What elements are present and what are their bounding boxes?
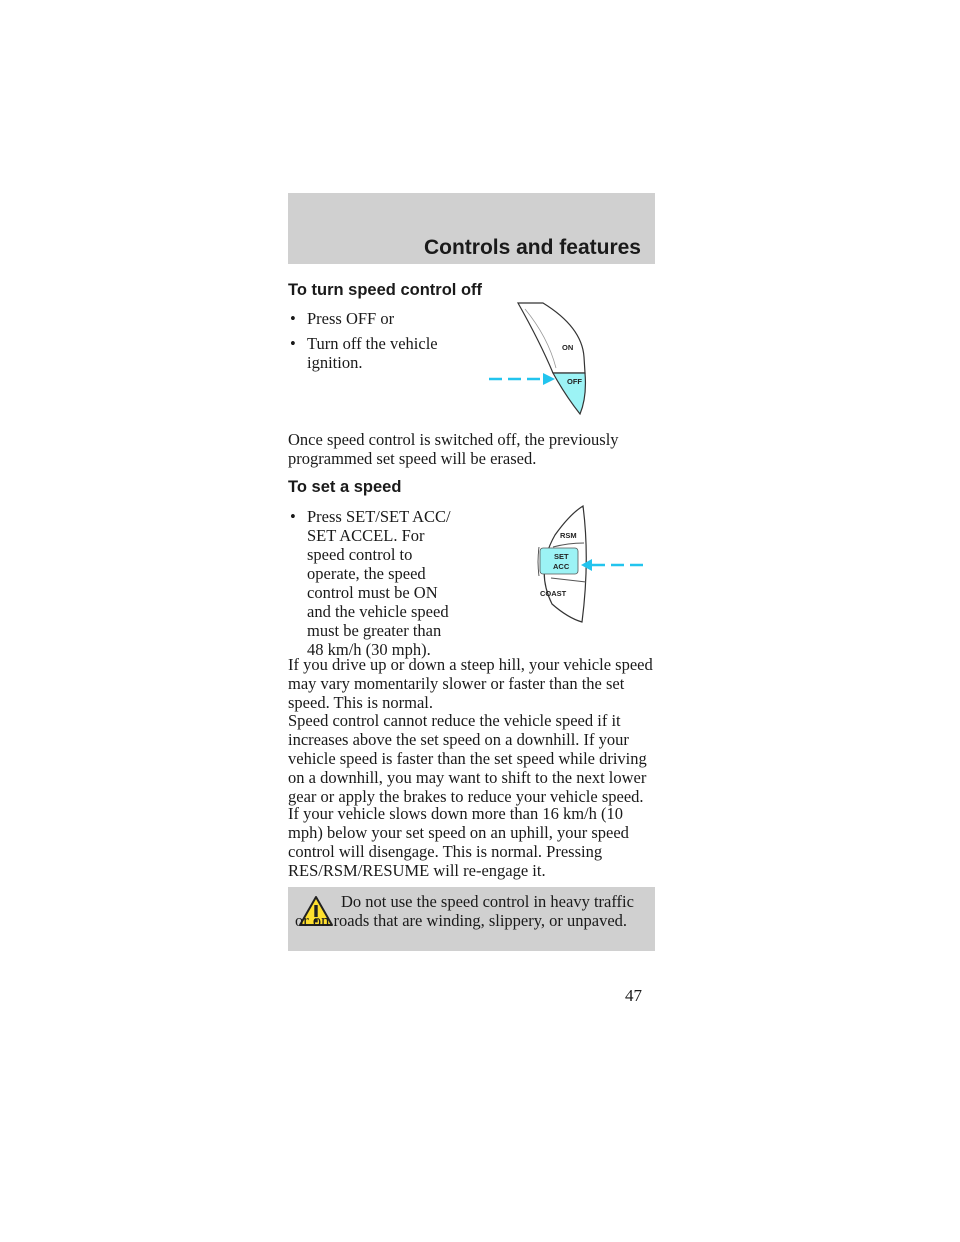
- page-number: 47: [625, 986, 642, 1005]
- acc-label: ACC: [553, 562, 570, 571]
- set-acc-switch-illustration: [520, 500, 645, 626]
- section-title: Controls and features: [423, 236, 641, 259]
- on-off-switch-illustration: [485, 297, 595, 419]
- warning-box: [288, 887, 655, 951]
- heading-turn-off: To turn speed control off: [288, 281, 483, 299]
- set-bullet-list: [288, 507, 460, 665]
- coast-label: COAST: [540, 589, 567, 598]
- rsm-label: RSM: [560, 531, 577, 540]
- list-item: • Press OFF or: [288, 309, 458, 328]
- paragraph-downhill: Speed control cannot reduce the vehicle speed if it increases above the set speed on a downhill. If your vehicle speed is faster than the set speed while driving on a downhill, you may want to shift to the next lower gear or apply the brakes to reduce your vehicle speed.: [288, 711, 647, 806]
- paragraph-hills: If you drive up or down a steep hill, your vehicle speed may vary momentarily slower or faster than the set speed. This is normal.: [288, 655, 653, 712]
- heading-set-speed: To set a speed: [288, 478, 402, 496]
- paragraph-off-erased: Once speed control is switched off, the previously programmed set speed will be erased.: [288, 430, 619, 468]
- on-label: ON: [562, 343, 574, 352]
- arrow-head: [543, 373, 555, 385]
- list-item: • Turn off the vehicle ignition.: [288, 334, 458, 372]
- section-header: [288, 193, 655, 264]
- off-label: OFF: [567, 377, 582, 386]
- list-item: • Press SET/SET ACC/ SET ACCEL. For speed control to operate, the speed control must be ON and the vehicle speed must be greater than 48 km/h (30 mph).: [288, 507, 460, 659]
- paragraph-uphill: If your vehicle slows down more than 16 km/h (10 mph) below your set speed on an uphill, your speed control will disengage. This is normal. Pressing RES/RSM/RESUME will re-engage it.: [288, 804, 629, 880]
- set-label: SET: [554, 552, 569, 561]
- warning-text: Do not use the speed control in heavy traffic or on roads that are winding, slippery, or unpaved.: [295, 892, 634, 930]
- off-bullet-list: [288, 309, 458, 378]
